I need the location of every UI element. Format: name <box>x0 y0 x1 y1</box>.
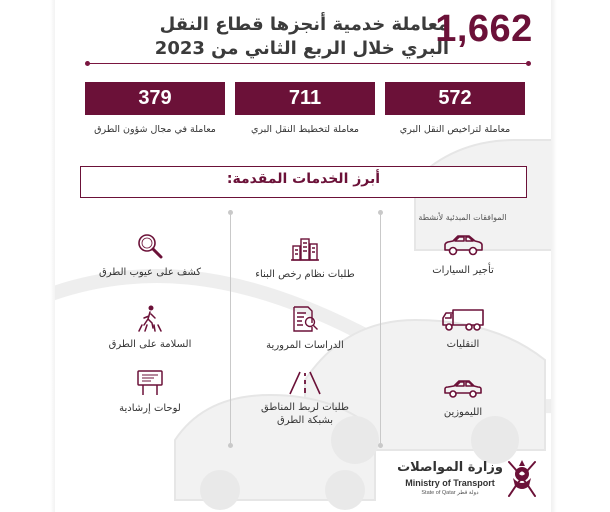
signboard-icon <box>135 368 165 396</box>
buildings-icon <box>290 236 320 262</box>
limousine-icon <box>442 378 484 400</box>
service-label: السلامة على الطرق <box>108 339 192 350</box>
service-label: الدراسات المرورية <box>266 340 344 351</box>
ministry-logo <box>395 452 545 504</box>
column-divider <box>380 213 381 445</box>
road-icon <box>288 371 322 395</box>
title-line-2: البري خلال الربع الثاني من 2023 <box>154 38 449 59</box>
magnifier-icon <box>136 232 164 260</box>
logo-sub-english: State of Qatar <box>421 490 456 496</box>
stat-label: معاملة في مجال شؤون الطرق <box>94 124 216 135</box>
stat-value: 379 <box>85 82 225 115</box>
logo-arabic-name: وزارة المواصلات <box>397 460 503 475</box>
service-limousine <box>393 378 533 419</box>
initial-approvals-note: الموافقات المبدئية لأنشطة <box>418 213 507 222</box>
stat-licensing <box>385 82 525 135</box>
truck-icon <box>441 308 485 332</box>
service-label: تأجير السيارات <box>432 265 494 276</box>
service-label: الليموزين <box>443 407 483 418</box>
stat-roads <box>85 82 225 135</box>
title-line-1: معاملة خدمية أنجزها قطاع النقل <box>159 14 449 35</box>
service-label <box>235 401 375 427</box>
document-search-icon <box>290 305 320 333</box>
service-label: لوحات إرشادية <box>119 403 181 414</box>
service-traffic-studies <box>235 305 375 352</box>
title-divider <box>88 63 528 64</box>
logo-subtitle <box>395 490 505 496</box>
service-label: طلبات نظام رخص البناء <box>255 269 355 280</box>
service-label-line-1: طلبات لربط المناطق <box>261 402 349 413</box>
page-title <box>155 13 449 61</box>
column-divider <box>230 213 231 445</box>
service-label-line-2: بشبكة الطرق <box>276 415 334 426</box>
car-icon <box>442 232 484 258</box>
stat-planning <box>235 82 375 135</box>
card-shadow-right <box>551 0 557 512</box>
pedestrian-crossing-icon <box>134 304 166 332</box>
stat-value: 711 <box>235 82 375 115</box>
section-title: أبرز الخدمات المقدمة: <box>226 171 381 187</box>
infographic-card <box>55 0 551 512</box>
service-road-connections <box>235 371 375 427</box>
service-road-inspection <box>80 232 220 279</box>
total-transactions: 1,662 <box>435 8 533 50</box>
service-building-permits <box>235 236 375 281</box>
service-guide-signs <box>80 368 220 415</box>
service-car-rental <box>393 232 533 277</box>
service-label: كشف على عيوب الطرق <box>98 267 202 278</box>
stat-label: معاملة لتخطيط النقل البري <box>250 124 359 135</box>
service-label: النقليات <box>446 339 480 350</box>
qatar-emblem-icon <box>503 456 541 500</box>
service-road-safety <box>80 304 220 351</box>
logo-sub-arabic: دولة قطر <box>457 490 479 496</box>
services-section-header <box>80 166 527 198</box>
stat-value: 572 <box>385 82 525 115</box>
service-transport <box>393 308 533 351</box>
logo-english-name: Ministry of Transport <box>405 478 495 488</box>
stat-label: معاملة لتراخيص النقل البري <box>399 124 511 135</box>
